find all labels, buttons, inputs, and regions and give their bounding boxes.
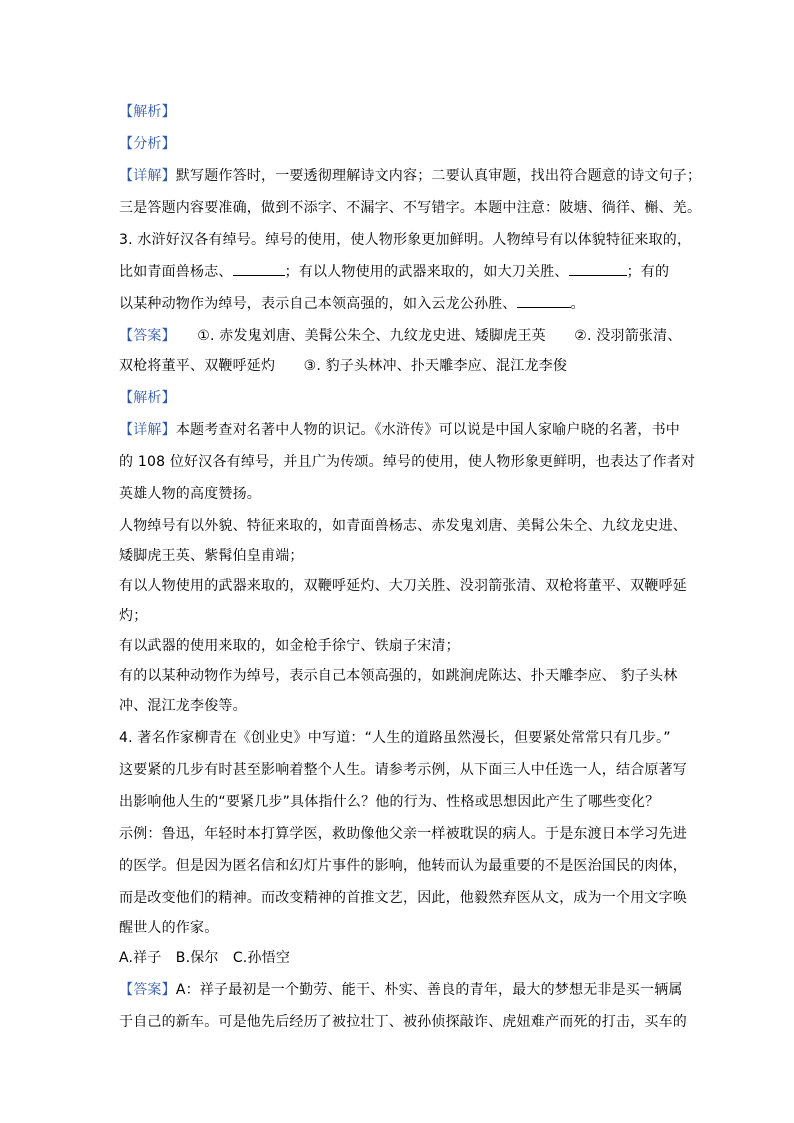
example-line [119,856,687,876]
section-heading [119,134,176,154]
answer-tag: 【答案】 [119,328,169,344]
question-4-line [119,728,671,748]
analysis-tag: 【解析】 [119,104,176,120]
line-text: ；有的 [626,264,670,280]
section-heading [119,388,176,408]
line-text: 醒世人的作家。 [119,920,219,936]
paragraph-line [119,452,695,472]
line-text: 双枪将董平、双鞭呼延灼 ③. 豹子头林冲、扑天雕李应、混江龙李俊 [119,358,568,374]
line-text: 比如青面兽杨志、 [119,264,233,280]
line-text: 而是改变他们的精神。而改变精神的首推文艺，因此，他毅然弃医从文，成为一个用文字唤 [119,890,687,906]
analysis-tag: 【解析】 [119,390,176,406]
detail-tag: 【详解】 [119,422,176,438]
paragraph-line [119,666,677,686]
line-text: 默写题作答时，一要透彻理解诗文内容；二要认真审题，找出符合题意的诗文句子； [175,168,702,184]
line-text: 有的以某种动物作为绰号，表示自己本领高强的，如跳涧虎陈达、扑天雕李应、 豹子头林 [119,668,678,684]
line-text: 的医学。但是因为匿名信和幻灯片事件的影响，他转而认为最重要的不是医治国民的肉体， [119,858,687,874]
example-line [119,888,687,908]
question-3-blanks-line [119,294,585,314]
question-3-blanks-line [119,262,669,282]
answer-blank [517,294,571,308]
answer-blank [233,262,285,276]
paragraph-line [119,576,687,596]
line-text: 3. 水浒好汉各有绰号。绰号的使用，使人物形象更加鲜明。人物绰号有以体貌特征来取的， [119,232,692,248]
paragraph-line [119,420,680,440]
detail-tag: 【详解】 [119,168,176,184]
paragraph-line [119,484,261,504]
line-text: 矮脚虎王英、紫髯伯皇甫端； [119,548,304,564]
line-text: 出影响他人生的“要紧几步”具体指什么？他的行为、性格或思想因此产生了哪些变化？ [119,794,660,810]
line-text: 示例：鲁迅，年轻时本打算学医，救助像他父亲一样被耽误的病人。于是东渡日本学习先进 [119,826,687,842]
line-text: 英雄人物的高度赞扬。 [119,486,261,502]
paragraph-line [119,636,460,656]
line-text: 。 [570,296,585,312]
line-text: 这要紧的几步有时甚至影响着整个人生。请参考示例，从下面三人中任选一人，结合原著写 [119,762,687,778]
paragraph-line [119,696,247,716]
example-line [119,918,218,938]
answer-line [119,326,682,346]
analysis-sub-tag: 【分析】 [119,136,176,152]
options-line [119,948,290,968]
line-text: 本题考查对名著中人物的识记。《水浒传》可以说是中国人家喻户晓的名著，书中 [175,422,681,438]
paragraph-line [119,166,701,186]
line-text: 有以人物使用的武器来取的，双鞭呼延灼、大刀关胜、没羽箭张清、双枪将董平、双鞭呼延 [119,578,687,594]
line-text: 的 108 位好汉各有绰号，并且广为传颂。绰号的使用，使人物形象更鲜明，也表达了作者对 [119,454,696,470]
answer-tag: 【答案】 [119,982,176,998]
paragraph-line [119,198,701,218]
line-text: 灼； [119,608,148,624]
example-line [119,824,687,844]
question-3-line [119,230,691,250]
answer-line [119,980,683,1000]
line-text: ①. 赤发鬼刘唐、美髯公朱仝、九纹龙史进、矮脚虎王英 ②. 没羽箭张清、 [168,328,682,344]
line-text: ；有以人物使用的武器来取的，如大刀关胜、 [284,264,569,280]
line-text: 人物绰号有以外貌、特征来取的，如青面兽杨志、赤发鬼刘唐、美髯公朱仝、九纹龙史进、 [119,518,687,534]
paragraph-line [119,606,147,626]
section-heading [119,102,176,122]
paragraph-line [119,516,687,536]
line-text: 冲、混江龙李俊等。 [119,698,247,714]
answer-line [119,356,567,376]
line-text: 三是答题内容要准确，做到不添字、不漏字、不写错字。本题中注意：陂塘、徜徉、槲、羌。 [119,200,702,216]
paragraph-line [119,546,304,566]
line-text: A：祥子最初是一个勤劳、能干、朴实、善良的青年，最大的梦想无非是买一辆属 [175,982,683,998]
question-4-line [119,760,687,780]
line-text: A.祥子 B.保尔 C.孙悟空 [119,950,291,966]
line-text: 有以武器的使用来取的，如金枪手徐宁、铁扇子宋清； [119,638,460,654]
answer-line [119,1012,687,1032]
line-text: 4. 著名作家柳青在《创业史》中写道：“人生的道路虽然漫长，但要紧处常常只有几步。” [119,730,671,746]
line-text: 以某种动物作为绰号，表示自己本领高强的，如入云龙公孙胜、 [119,296,517,312]
answer-blank [569,262,627,276]
question-4-line [119,792,659,812]
line-text: 于自己的新车。可是他先后经历了被拉壮丁、被孙侦探敲诈、虎妞难产而死的打击，买车的 [119,1014,687,1030]
